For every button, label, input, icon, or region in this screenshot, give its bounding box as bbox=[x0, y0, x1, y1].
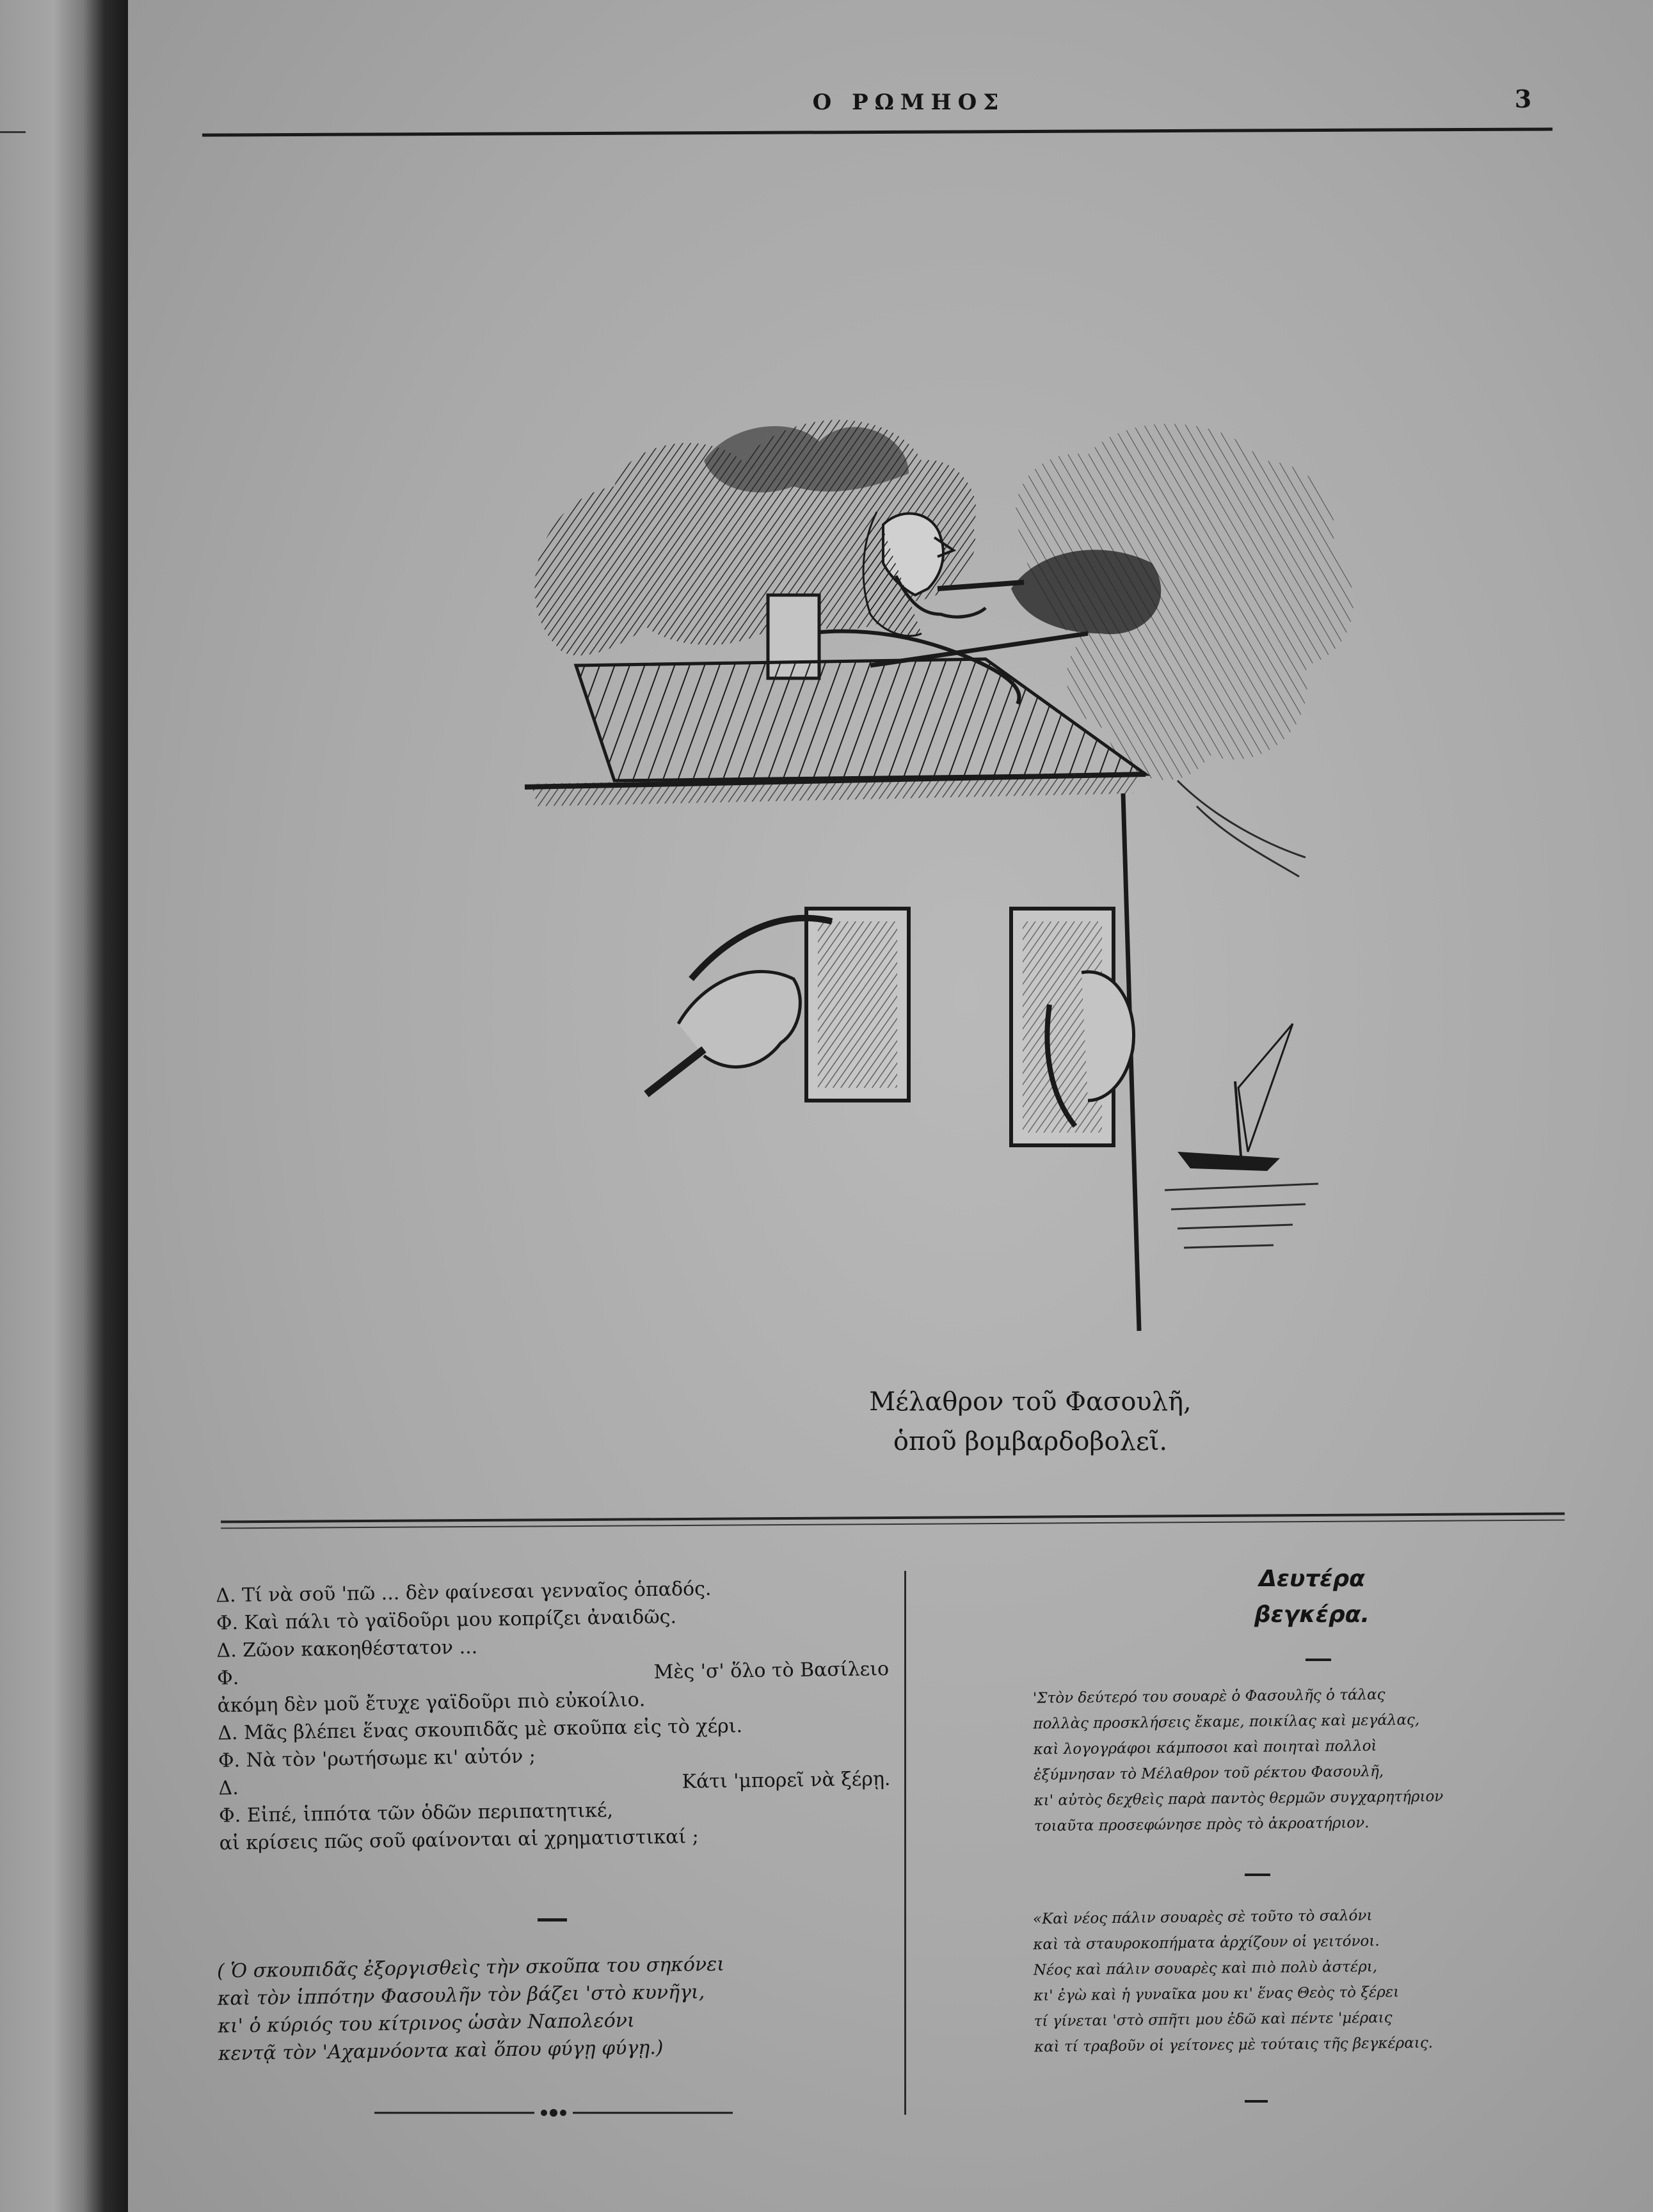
sailing-ship bbox=[1165, 1024, 1318, 1248]
cartoon-illustration bbox=[346, 333, 1542, 1337]
poem-line: Νέος καὶ πάλιν σουαρὲς καὶ πιὸ πολὺ ἀστέρι, bbox=[1033, 1958, 1378, 1979]
poem-title-line-2: βεγκέρα. bbox=[1254, 1602, 1370, 1628]
stage-direction bbox=[217, 1948, 897, 2068]
dialogue-line: Δ. Τί νὰ σοῦ 'πῶ ... δὲν φαίνεσαι γενναῖος ὁπαδός. bbox=[216, 1577, 712, 1607]
poem-dash bbox=[1245, 2100, 1268, 2103]
poem-title bbox=[1216, 1561, 1408, 1633]
smoke-cloud-right bbox=[1011, 424, 1354, 877]
facing-page-rule bbox=[0, 131, 26, 133]
poem-line: 'Στὸν δεύτερό του σουαρὲ ὁ Φασουλῆς ὁ τάλας bbox=[1032, 1686, 1385, 1707]
roof bbox=[525, 659, 1146, 806]
poem-line: πολλὰς προσκλήσεις ἔκαμε, ποικίλας καὶ μεγάλας, bbox=[1033, 1712, 1420, 1733]
dialogue-line-right: Μὲς 'σ' ὅλο τὸ Βασίλειο bbox=[653, 1657, 890, 1683]
end-ornament bbox=[374, 2105, 733, 2120]
poem-line: τοιαῦτα προσεφώνησε πρὸς τὸ ἀκροατήριον. bbox=[1034, 1814, 1370, 1835]
poem-title-line-1: Δευτέρα bbox=[1259, 1566, 1365, 1592]
caption-line-1: Μέλαθρον τοῦ Φασουλῆ, bbox=[869, 1387, 1192, 1417]
poem-line: καὶ τὰ σταυροκοπήματα ἀρχίζουν οἱ γειτόνοι. bbox=[1033, 1932, 1380, 1953]
page-number: 3 bbox=[1514, 84, 1532, 113]
dialogue-line: ἀκόμη δὲν μοῦ ἔτυχε γαϊδοῦρι πιὸ εὐκοίλιο. bbox=[217, 1689, 646, 1717]
poem-line: «Καὶ νέος πάλιν σουαρὲς σὲ τοῦτο τὸ σαλόνι bbox=[1032, 1907, 1373, 1928]
poem-dash bbox=[1306, 1659, 1331, 1661]
dialogue-column bbox=[216, 1573, 904, 1858]
dialogue-line: Φ. Νὰ τὸν 'ρωτήσωμε κι' αὐτόν ; bbox=[218, 1745, 536, 1772]
stage-line: κεντᾷ τὸν 'Αχαμνόοντα καὶ ὅπου φύγῃ φύγῃ.) bbox=[218, 2036, 664, 2065]
dialogue-line-right: Κάτι 'μπορεῖ νὰ ξέρῃ. bbox=[682, 1767, 891, 1794]
right-window bbox=[1011, 909, 1134, 1145]
running-title: Ο ΡΩΜΗΟΣ bbox=[812, 90, 1005, 115]
book-spine-shadow bbox=[0, 0, 134, 2212]
cartoon-caption bbox=[742, 1382, 1318, 1461]
stage-line: κι' ὁ κύριός του κίτρινος ὡσὰν Ναπολεόνι bbox=[218, 2009, 635, 2038]
column-divider bbox=[904, 1571, 906, 2115]
poem-stanza-1 bbox=[1033, 1680, 1572, 1840]
poem-line: καὶ λογογράφοι κάμποσοι καὶ ποιηταὶ πολλοὶ bbox=[1033, 1737, 1377, 1758]
poem-line: ἐξύμνησαν τὸ Μέλαθρον τοῦ ρέκτου Φασουλῆ, bbox=[1034, 1763, 1384, 1784]
speaker-label: Δ. bbox=[218, 1777, 239, 1800]
dialogue-line: αἱ κρίσεις πῶς σοῦ φαίνονται αἱ χρηματιστικαί ; bbox=[219, 1825, 699, 1855]
header-rule bbox=[202, 127, 1553, 136]
newspaper-page bbox=[128, 0, 1653, 2212]
left-window bbox=[646, 909, 909, 1101]
poem-line: τί γίνεται 'στὸ σπῆτι μου ἐδῶ καὶ πέντε 'μέραις bbox=[1034, 2009, 1393, 2030]
poem-line: καὶ τί τραβοῦν οἱ γείτονες μὲ τούταις τῆς βεγκέραις. bbox=[1034, 2034, 1433, 2056]
stage-line: ( Ὁ σκουπιδᾶς ἐξοργισθεὶς τὴν σκοῦπα του σηκόνει bbox=[216, 1953, 725, 1983]
dialogue-line: Δ. Μᾶς βλέπει ἕνας σκουπιδᾶς μὲ σκοῦπα εἰς τὸ χέρι. bbox=[218, 1715, 743, 1745]
caption-line-2: ὁποῦ βομβαρδοβολεῖ. bbox=[893, 1427, 1168, 1456]
poem-line: κι' ἐγὼ καὶ ἡ γυναῖκα μου κι' ἕνας Θεὸς τὸ ξέρει bbox=[1034, 1984, 1400, 2005]
poem-line: κι' αὐτὸς δεχθεὶς παρὰ παντὸς θερμῶν συγχαρητήριον bbox=[1034, 1788, 1444, 1810]
stage-line: καὶ τὸν ἱππότην Φασουλῆν τὸν βάζει 'στὸ κυνῆγι, bbox=[217, 1980, 705, 2010]
dialogue-line: Φ. Καὶ πάλι τὸ γαϊδοῦρι μου κοπρίζει ἀναιδῶς. bbox=[216, 1605, 677, 1635]
speaker-label: Φ. bbox=[216, 1667, 239, 1690]
poem-dash bbox=[1245, 1874, 1270, 1876]
section-dash bbox=[538, 1918, 567, 1922]
dialogue-line: Δ. Ζῶον κακοηθέστατον ... bbox=[216, 1635, 478, 1662]
dialogue-line: Φ. Εἰπέ, ἱππότα τῶν ὁδῶν περιπατητικέ, bbox=[218, 1799, 614, 1827]
poem-stanza-2 bbox=[1033, 1901, 1572, 2060]
